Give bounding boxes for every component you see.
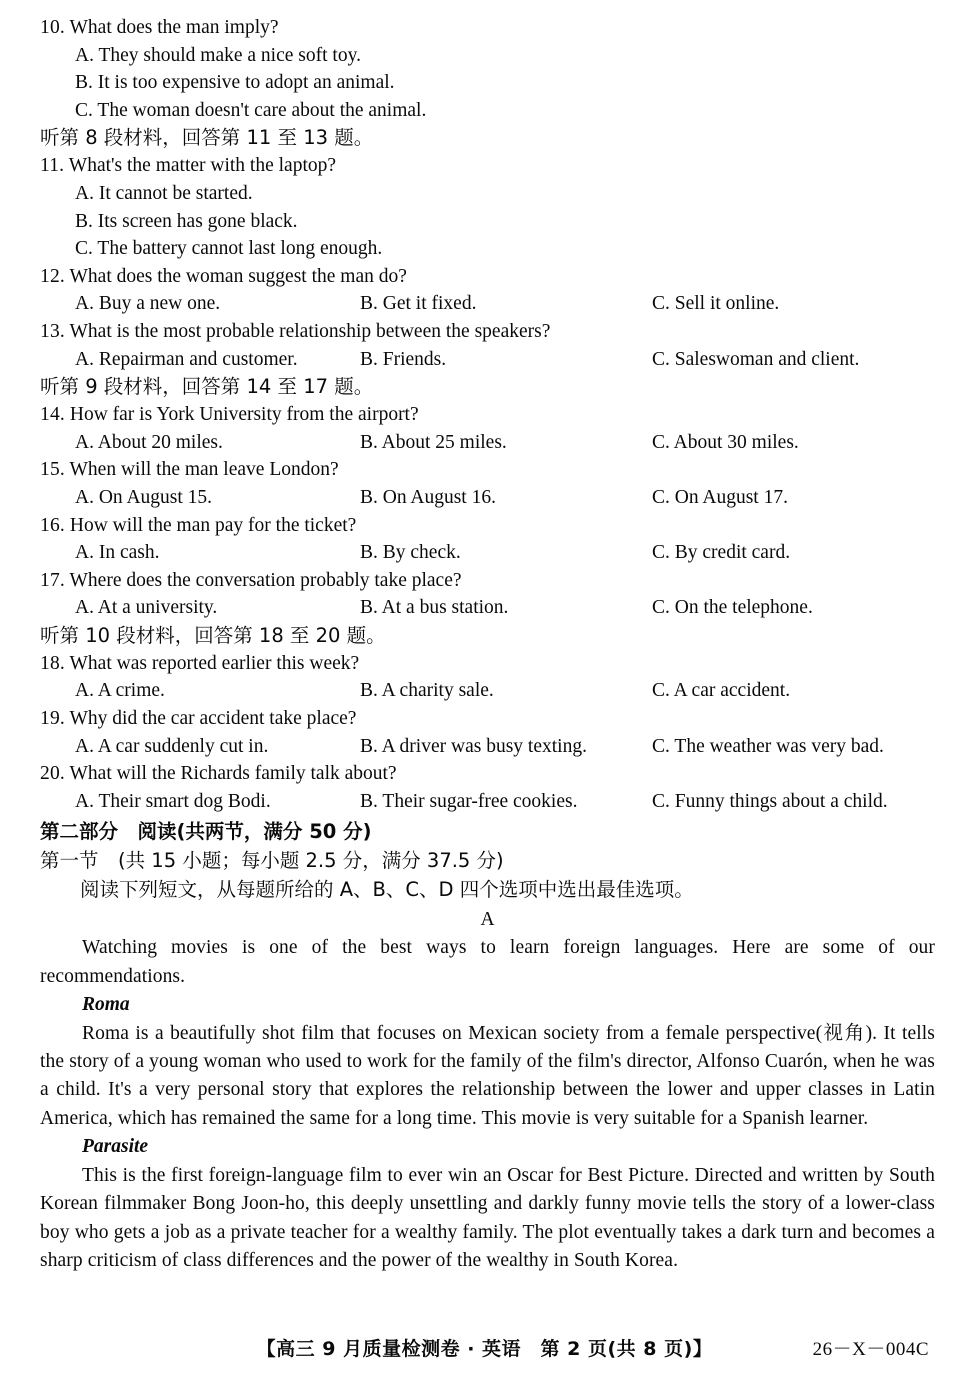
question-20 bbox=[40, 760, 935, 788]
option-19-c[interactable]: C. The weather was very bad. bbox=[652, 735, 884, 757]
option-19-a[interactable]: A. A car suddenly cut in. bbox=[75, 735, 269, 757]
option-17-a[interactable]: A. At a university. bbox=[75, 597, 218, 619]
options-16 bbox=[40, 539, 935, 567]
option-10-b[interactable] bbox=[40, 69, 935, 97]
question-number: 16. bbox=[40, 514, 65, 536]
question-17 bbox=[40, 567, 935, 595]
option-12-b[interactable]: B. Get it fixed. bbox=[360, 293, 477, 315]
option-12-a[interactable]: A. Buy a new one. bbox=[75, 293, 221, 315]
option-11-b[interactable] bbox=[40, 208, 935, 236]
question-text: Where does the conversation probably take place? bbox=[69, 569, 462, 591]
question-number: 20. bbox=[40, 763, 65, 785]
question-12 bbox=[40, 263, 935, 291]
question-text: What is the most probable relationship between the speakers? bbox=[69, 320, 551, 342]
option-15-a[interactable]: A. On August 15. bbox=[75, 486, 213, 508]
option-17-c[interactable]: C. On the telephone. bbox=[652, 597, 813, 619]
question-text: Why did the car accident take place? bbox=[69, 708, 357, 730]
question-13 bbox=[40, 318, 935, 346]
question-number: 14. bbox=[40, 404, 65, 426]
options-20 bbox=[40, 788, 935, 816]
options-17 bbox=[40, 594, 935, 622]
option-13-a[interactable]: A. Repairman and customer. bbox=[75, 348, 298, 370]
section-one-heading: 第一节 (共 15 小题；每小题 2.5 分，满分 37.5 分) bbox=[40, 849, 504, 873]
options-18 bbox=[40, 677, 935, 705]
question-14 bbox=[40, 401, 935, 429]
option-18-a[interactable]: A. A crime. bbox=[75, 680, 165, 702]
question-text: What does the man imply? bbox=[69, 17, 279, 38]
options-12 bbox=[40, 290, 935, 318]
page-footer bbox=[0, 1334, 969, 1364]
question-19 bbox=[40, 705, 935, 733]
question-18 bbox=[40, 650, 935, 678]
question-11 bbox=[40, 152, 935, 180]
options-15 bbox=[40, 484, 935, 512]
option-13-b[interactable]: B. Friends. bbox=[360, 348, 447, 370]
option-14-a[interactable]: A. About 20 miles. bbox=[75, 431, 223, 453]
question-number: 13. bbox=[40, 320, 65, 342]
film-title-parasite: Parasite bbox=[82, 1136, 149, 1158]
listening-direction-9: 听第 9 段材料，回答第 14 至 17 题。 bbox=[40, 375, 374, 399]
question-text: What does the woman suggest the man do? bbox=[69, 265, 407, 287]
question-text: How far is York University from the airport? bbox=[69, 404, 419, 426]
question-text: What's the matter with the laptop? bbox=[68, 155, 337, 177]
question-number: 11. bbox=[40, 155, 65, 177]
part-two-heading: 第二部分 阅读(共两节，满分 50 分) bbox=[40, 820, 372, 844]
option-15-c[interactable]: C. On August 17. bbox=[652, 486, 788, 508]
option-20-b[interactable]: B. Their sugar-free cookies. bbox=[360, 790, 578, 812]
film-body-roma: Roma is a beautifully shot film that focuses on Mexican society from a female perspective(视角). It tells the story of a young woman who used to work for the family of the film's director, Alfonso Cuarón, when he was a child. It's a very personal story that explores the relationship between the lower and upper classes in Latin America, which has remained the same for a long time. This movie is very suitable for a Spanish learner. bbox=[40, 1022, 935, 1129]
option-16-c[interactable]: C. By credit card. bbox=[652, 542, 791, 564]
option-10-a[interactable] bbox=[40, 42, 935, 70]
question-16 bbox=[40, 512, 935, 540]
film-body-parasite: This is the first foreign-language film to ever win an Oscar for Best Picture. Directed and written by South Korean filmmaker Bong Joon-ho, this deeply unsettling and darkly funny movie tells the story of a lower-class boy who gets a job as a private teacher for a wealthy family. The plot eventually takes a dark turn and becomes a sharp criticism of class differences and the power of the wealthy in South Korea. bbox=[40, 1164, 935, 1271]
options-13 bbox=[40, 346, 935, 374]
option-label: B. Its screen has gone black. bbox=[75, 210, 298, 232]
option-10-c[interactable] bbox=[40, 97, 935, 125]
question-number: 18. bbox=[40, 652, 65, 674]
option-19-b[interactable]: B. A driver was busy texting. bbox=[360, 735, 587, 757]
question-number: 15. bbox=[40, 459, 65, 481]
option-label: A. It cannot be started. bbox=[75, 182, 253, 204]
options-14 bbox=[40, 429, 935, 457]
passage-intro: Watching movies is one of the best ways to learn foreign languages. Here are some of our recommendations. bbox=[40, 937, 935, 987]
question-10 bbox=[40, 14, 935, 42]
option-label: C. The battery cannot last long enough. bbox=[75, 238, 383, 260]
film-title-roma: Roma bbox=[82, 994, 130, 1016]
option-label: A. They should make a nice soft toy. bbox=[75, 44, 361, 66]
footer-center-text: 【高三 9 月质量检测卷 · 英语 第 2 页(共 8 页)】 bbox=[256, 1338, 713, 1360]
passage-letter-a: A bbox=[480, 909, 495, 931]
option-16-a[interactable]: A. In cash. bbox=[75, 542, 160, 564]
option-18-c[interactable]: C. A car accident. bbox=[652, 680, 791, 702]
option-18-b[interactable]: B. A charity sale. bbox=[360, 680, 494, 702]
option-20-c[interactable]: C. Funny things about a child. bbox=[652, 790, 888, 812]
option-label: B. It is too expensive to adopt an animal. bbox=[75, 72, 395, 94]
option-label: C. The woman doesn't care about the animal. bbox=[75, 99, 427, 121]
option-12-c[interactable]: C. Sell it online. bbox=[652, 293, 780, 315]
question-number: 10. bbox=[40, 17, 65, 38]
question-number: 12. bbox=[40, 265, 65, 287]
section-one-instruction: 阅读下列短文，从每题所给的 A、B、C、D 四个选项中选出最佳选项。 bbox=[80, 878, 694, 902]
option-14-b[interactable]: B. About 25 miles. bbox=[360, 431, 507, 453]
question-text: What will the Richards family talk about? bbox=[69, 763, 397, 785]
footer-paper-code: 26－X－004C bbox=[812, 1339, 929, 1360]
option-13-c[interactable]: C. Saleswoman and client. bbox=[652, 348, 860, 370]
question-15 bbox=[40, 456, 935, 484]
listening-direction-10: 听第 10 段材料，回答第 18 至 20 题。 bbox=[40, 623, 386, 647]
question-text: How will the man pay for the ticket? bbox=[69, 514, 357, 536]
listening-direction-8: 听第 8 段材料，回答第 11 至 13 题。 bbox=[40, 126, 374, 150]
question-number: 19. bbox=[40, 708, 65, 730]
option-14-c[interactable]: C. About 30 miles. bbox=[652, 431, 799, 453]
question-number: 17. bbox=[40, 569, 65, 591]
question-text: What was reported earlier this week? bbox=[69, 652, 360, 674]
option-20-a[interactable]: A. Their smart dog Bodi. bbox=[75, 790, 271, 812]
option-11-a[interactable] bbox=[40, 180, 935, 208]
option-11-c[interactable] bbox=[40, 235, 935, 263]
option-17-b[interactable]: B. At a bus station. bbox=[360, 597, 509, 619]
option-15-b[interactable]: B. On August 16. bbox=[360, 486, 496, 508]
question-text: When will the man leave London? bbox=[69, 459, 339, 481]
option-16-b[interactable]: B. By check. bbox=[360, 542, 461, 564]
options-19 bbox=[40, 733, 935, 761]
